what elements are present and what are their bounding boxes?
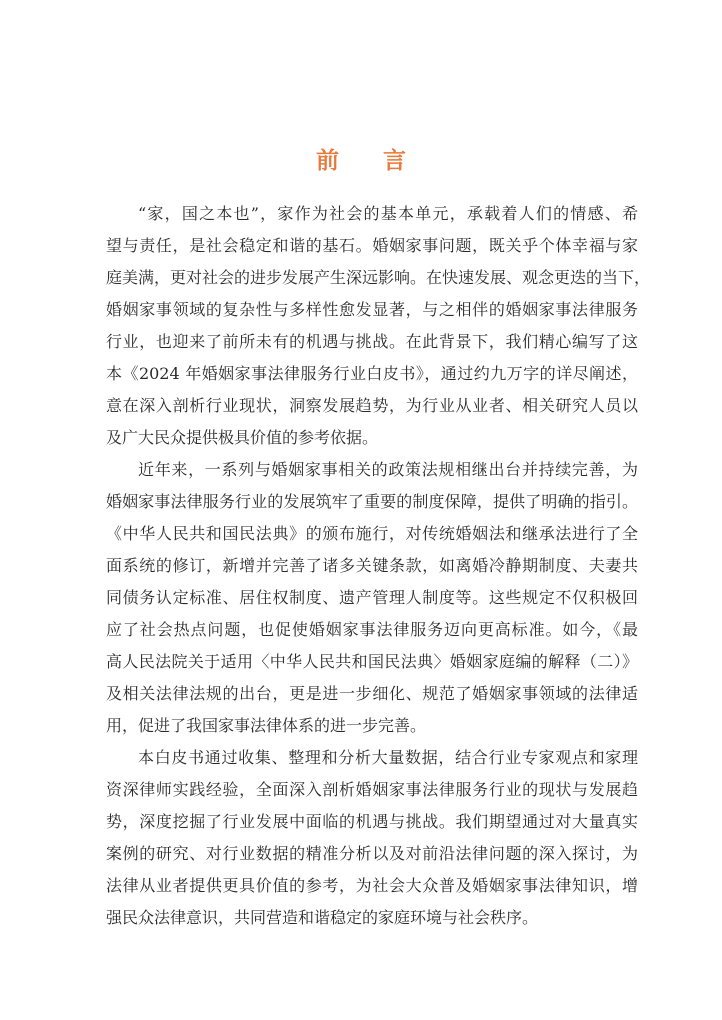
text-line: 法律从业者提供更具价值的参考，为社会大众普及婚姻家事法律知识，增 xyxy=(106,876,638,895)
text-line: 同债务认定标准、居住权制度、遗产管理人制度等。这些规定不仅积极回 xyxy=(106,588,638,607)
text-line: 近年来，一系列与婚姻家事相关的政策法规相继出台并持续完善，为 xyxy=(138,460,638,479)
text-line: 婚姻家事法律服务行业的发展筑牢了重要的制度保障，提供了明确的指引。 xyxy=(106,492,638,511)
text-line: 势，深度挖掘了行业发展中面临的机遇与挑战。我们期望通过对大量真实 xyxy=(106,812,638,831)
text-line: 及相关法律法规的出台，更是进一步细化、规范了婚姻家事领域的法律适 xyxy=(106,684,638,703)
text-line: 用，促进了我国家事法律体系的进一步完善。 xyxy=(106,716,427,735)
text-line: 本《2024 年婚姻家事法律服务行业白皮书》，通过约九万字的详尽阐述， xyxy=(106,364,638,383)
text-line: 高人民法院关于适用〈中华人民共和国民法典〉婚姻家庭编的解释（二）》 xyxy=(106,652,638,671)
text-line: “家，国之本也”，家作为社会的基本单元，承载着人们的情感、希 xyxy=(138,204,638,223)
body-text xyxy=(106,198,651,934)
page-title: 前 言 xyxy=(315,147,424,174)
text-line: 及广大民众提供极具价值的参考依据。 xyxy=(106,428,379,447)
text-line: 《中华人民共和国民法典》的颁布施行，对传统婚姻法和继承法进行了全 xyxy=(106,524,638,543)
text-line: 应了社会热点问题，也促使婚姻家事法律服务迈向更高标准。如今，《最 xyxy=(106,620,638,639)
text-line: 面系统的修订，新增并完善了诸多关键条款，如离婚冷静期制度、夫妻共 xyxy=(106,556,638,575)
paragraph-3 xyxy=(106,742,638,934)
paragraph-2 xyxy=(106,454,638,742)
text-line: 本白皮书通过收集、整理和分析大量数据，结合行业专家观点和家理 xyxy=(138,748,638,767)
text-line: 望与责任，是社会稳定和谐的基石。婚姻家事问题，既关乎个体幸福与家 xyxy=(106,236,638,255)
text-line: 婚姻家事领域的复杂性与多样性愈发显著，与之相伴的婚姻家事法律服务 xyxy=(106,300,638,319)
text-line: 意在深入剖析行业现状，洞察发展趋势，为行业从业者、相关研究人员以 xyxy=(106,396,638,415)
paragraph-1 xyxy=(106,198,651,454)
text-line: 行业，也迎来了前所未有的机遇与挑战。在此背景下，我们精心编写了这 xyxy=(106,332,638,351)
text-line: 案例的研究、对行业数据的精准分析以及对前沿法律问题的深入探讨，为 xyxy=(106,844,638,863)
text-line: 庭美满，更对社会的进步发展产生深远影响。在快速发展、观念更迭的当下， xyxy=(106,268,651,287)
text-line: 强民众法律意识，共同营造和谐稳定的家庭环境与社会秩序。 xyxy=(106,908,539,927)
text-line: 资深律师实践经验，全面深入剖析婚姻家事法律服务行业的现状与发展趋 xyxy=(106,780,638,799)
